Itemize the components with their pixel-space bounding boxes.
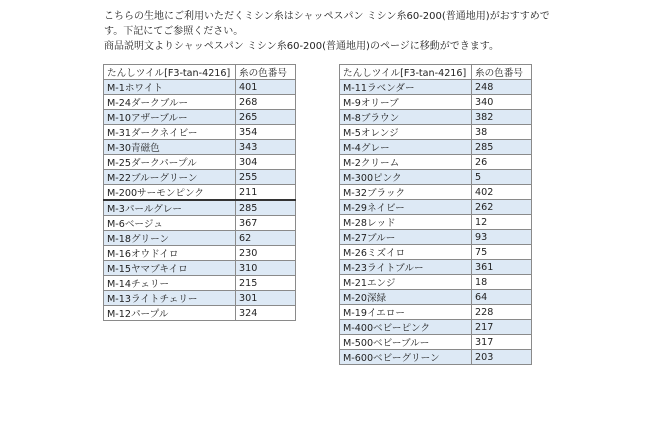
table-row bbox=[104, 231, 296, 246]
color-name-cell: M-30青磁色 bbox=[104, 140, 236, 155]
table-row bbox=[104, 216, 296, 231]
table-row bbox=[340, 230, 532, 245]
thread-number-cell: 285 bbox=[236, 200, 296, 216]
header-fabric: たんしツイル[F3-tan-4216] bbox=[104, 65, 236, 80]
table-row bbox=[340, 245, 532, 260]
table-row bbox=[104, 185, 296, 201]
thread-number-cell: 317 bbox=[472, 335, 532, 350]
table-row bbox=[104, 80, 296, 95]
table-row bbox=[104, 170, 296, 185]
color-name-cell: M-24ダークブルー bbox=[104, 95, 236, 110]
thread-number-cell: 217 bbox=[472, 320, 532, 335]
color-name-cell: M-27ブルー bbox=[340, 230, 472, 245]
thread-number-cell: 93 bbox=[472, 230, 532, 245]
color-name-cell: M-21エンジ bbox=[340, 275, 472, 290]
table-row bbox=[104, 125, 296, 140]
color-name-cell: M-200サーモンピンク bbox=[104, 185, 236, 201]
thread-number-cell: 285 bbox=[472, 140, 532, 155]
thread-number-cell: 230 bbox=[236, 246, 296, 261]
table-row bbox=[340, 275, 532, 290]
color-name-cell: M-28レッド bbox=[340, 215, 472, 230]
color-name-cell: M-22ブルーグリーン bbox=[104, 170, 236, 185]
table-row bbox=[340, 215, 532, 230]
table-row bbox=[340, 200, 532, 215]
color-name-cell: M-9オリーブ bbox=[340, 95, 472, 110]
thread-number-cell: 343 bbox=[236, 140, 296, 155]
thread-number-cell: 211 bbox=[236, 185, 296, 201]
table-header-row bbox=[340, 65, 532, 80]
thread-number-cell: 382 bbox=[472, 110, 532, 125]
color-name-cell: M-12パープル bbox=[104, 306, 236, 321]
color-name-cell: M-19イエロー bbox=[340, 305, 472, 320]
table-row bbox=[104, 155, 296, 170]
table-row bbox=[104, 276, 296, 291]
color-name-cell: M-31ダークネイビー bbox=[104, 125, 236, 140]
thread-color-table-left bbox=[103, 64, 296, 321]
header-thread-number: 糸の色番号 bbox=[472, 65, 532, 80]
thread-number-cell: 401 bbox=[236, 80, 296, 95]
table-row bbox=[104, 110, 296, 125]
thread-number-cell: 18 bbox=[472, 275, 532, 290]
color-name-cell: M-13ライトチェリー bbox=[104, 291, 236, 306]
thread-number-cell: 255 bbox=[236, 170, 296, 185]
table-row bbox=[340, 125, 532, 140]
color-name-cell: M-10アザーブルー bbox=[104, 110, 236, 125]
intro-line-2: す。下記にてご参照ください。 bbox=[104, 26, 244, 37]
color-name-cell: M-15ヤマブキイロ bbox=[104, 261, 236, 276]
table-row bbox=[340, 290, 532, 305]
table-row bbox=[340, 95, 532, 110]
thread-number-cell: 262 bbox=[472, 200, 532, 215]
header-fabric: たんしツイル[F3-tan-4216] bbox=[340, 65, 472, 80]
color-name-cell: M-500ベビーブルー bbox=[340, 335, 472, 350]
color-name-cell: M-2クリーム bbox=[340, 155, 472, 170]
thread-number-cell: 304 bbox=[236, 155, 296, 170]
thread-number-cell: 402 bbox=[472, 185, 532, 200]
table-row bbox=[340, 155, 532, 170]
thread-number-cell: 75 bbox=[472, 245, 532, 260]
thread-number-cell: 12 bbox=[472, 215, 532, 230]
header-thread-number: 糸の色番号 bbox=[236, 65, 296, 80]
color-name-cell: M-11ラベンダー bbox=[340, 80, 472, 95]
color-name-cell: M-300ピンク bbox=[340, 170, 472, 185]
intro-line-1: こちらの生地にご利用いただくミシン糸はシャッペスパン ミシン糸60-200(普通地用)がおすすめで bbox=[104, 11, 550, 22]
color-name-cell: M-29ネイビー bbox=[340, 200, 472, 215]
intro-line-3: 商品説明文よりシャッペスパン ミシン糸60-200(普通地用)のページに移動ができます。 bbox=[104, 41, 499, 52]
thread-number-cell: 203 bbox=[472, 350, 532, 365]
color-name-cell: M-16オウドイロ bbox=[104, 246, 236, 261]
color-name-cell: M-400ベビーピンク bbox=[340, 320, 472, 335]
thread-number-cell: 228 bbox=[472, 305, 532, 320]
color-name-cell: M-3パールグレー bbox=[104, 200, 236, 216]
color-name-cell: M-25ダークパープル bbox=[104, 155, 236, 170]
table-row bbox=[104, 95, 296, 110]
table-row bbox=[104, 261, 296, 276]
color-name-cell: M-23ライトブルー bbox=[340, 260, 472, 275]
intro-text bbox=[104, 9, 644, 54]
table-row bbox=[340, 110, 532, 125]
thread-color-table-right bbox=[339, 64, 532, 365]
table-row bbox=[104, 200, 296, 216]
thread-number-cell: 38 bbox=[472, 125, 532, 140]
color-name-cell: M-1ホワイト bbox=[104, 80, 236, 95]
color-name-cell: M-5オレンジ bbox=[340, 125, 472, 140]
thread-number-cell: 5 bbox=[472, 170, 532, 185]
table-row bbox=[340, 335, 532, 350]
thread-number-cell: 26 bbox=[472, 155, 532, 170]
table-row bbox=[340, 185, 532, 200]
thread-number-cell: 367 bbox=[236, 216, 296, 231]
table-row bbox=[340, 350, 532, 365]
thread-number-cell: 361 bbox=[472, 260, 532, 275]
table-row bbox=[340, 80, 532, 95]
thread-number-cell: 310 bbox=[236, 261, 296, 276]
table-row bbox=[104, 140, 296, 155]
thread-number-cell: 64 bbox=[472, 290, 532, 305]
table-row bbox=[340, 170, 532, 185]
thread-number-cell: 301 bbox=[236, 291, 296, 306]
color-name-cell: M-4グレー bbox=[340, 140, 472, 155]
color-name-cell: M-18グリーン bbox=[104, 231, 236, 246]
color-name-cell: M-14チェリー bbox=[104, 276, 236, 291]
color-name-cell: M-600ベビーグリーン bbox=[340, 350, 472, 365]
thread-number-cell: 268 bbox=[236, 95, 296, 110]
thread-number-cell: 62 bbox=[236, 231, 296, 246]
thread-number-cell: 324 bbox=[236, 306, 296, 321]
table-row bbox=[340, 305, 532, 320]
table-row bbox=[340, 140, 532, 155]
table-header-row bbox=[104, 65, 296, 80]
table-row bbox=[340, 260, 532, 275]
color-name-cell: M-26ミズイロ bbox=[340, 245, 472, 260]
table-row bbox=[104, 306, 296, 321]
color-name-cell: M-20深緑 bbox=[340, 290, 472, 305]
thread-number-cell: 248 bbox=[472, 80, 532, 95]
color-name-cell: M-32ブラック bbox=[340, 185, 472, 200]
table-row bbox=[340, 320, 532, 335]
thread-number-cell: 340 bbox=[472, 95, 532, 110]
thread-number-cell: 215 bbox=[236, 276, 296, 291]
thread-number-cell: 265 bbox=[236, 110, 296, 125]
table-row bbox=[104, 291, 296, 306]
table-row bbox=[104, 246, 296, 261]
thread-number-cell: 354 bbox=[236, 125, 296, 140]
color-name-cell: M-8ブラウン bbox=[340, 110, 472, 125]
color-name-cell: M-6ベージュ bbox=[104, 216, 236, 231]
